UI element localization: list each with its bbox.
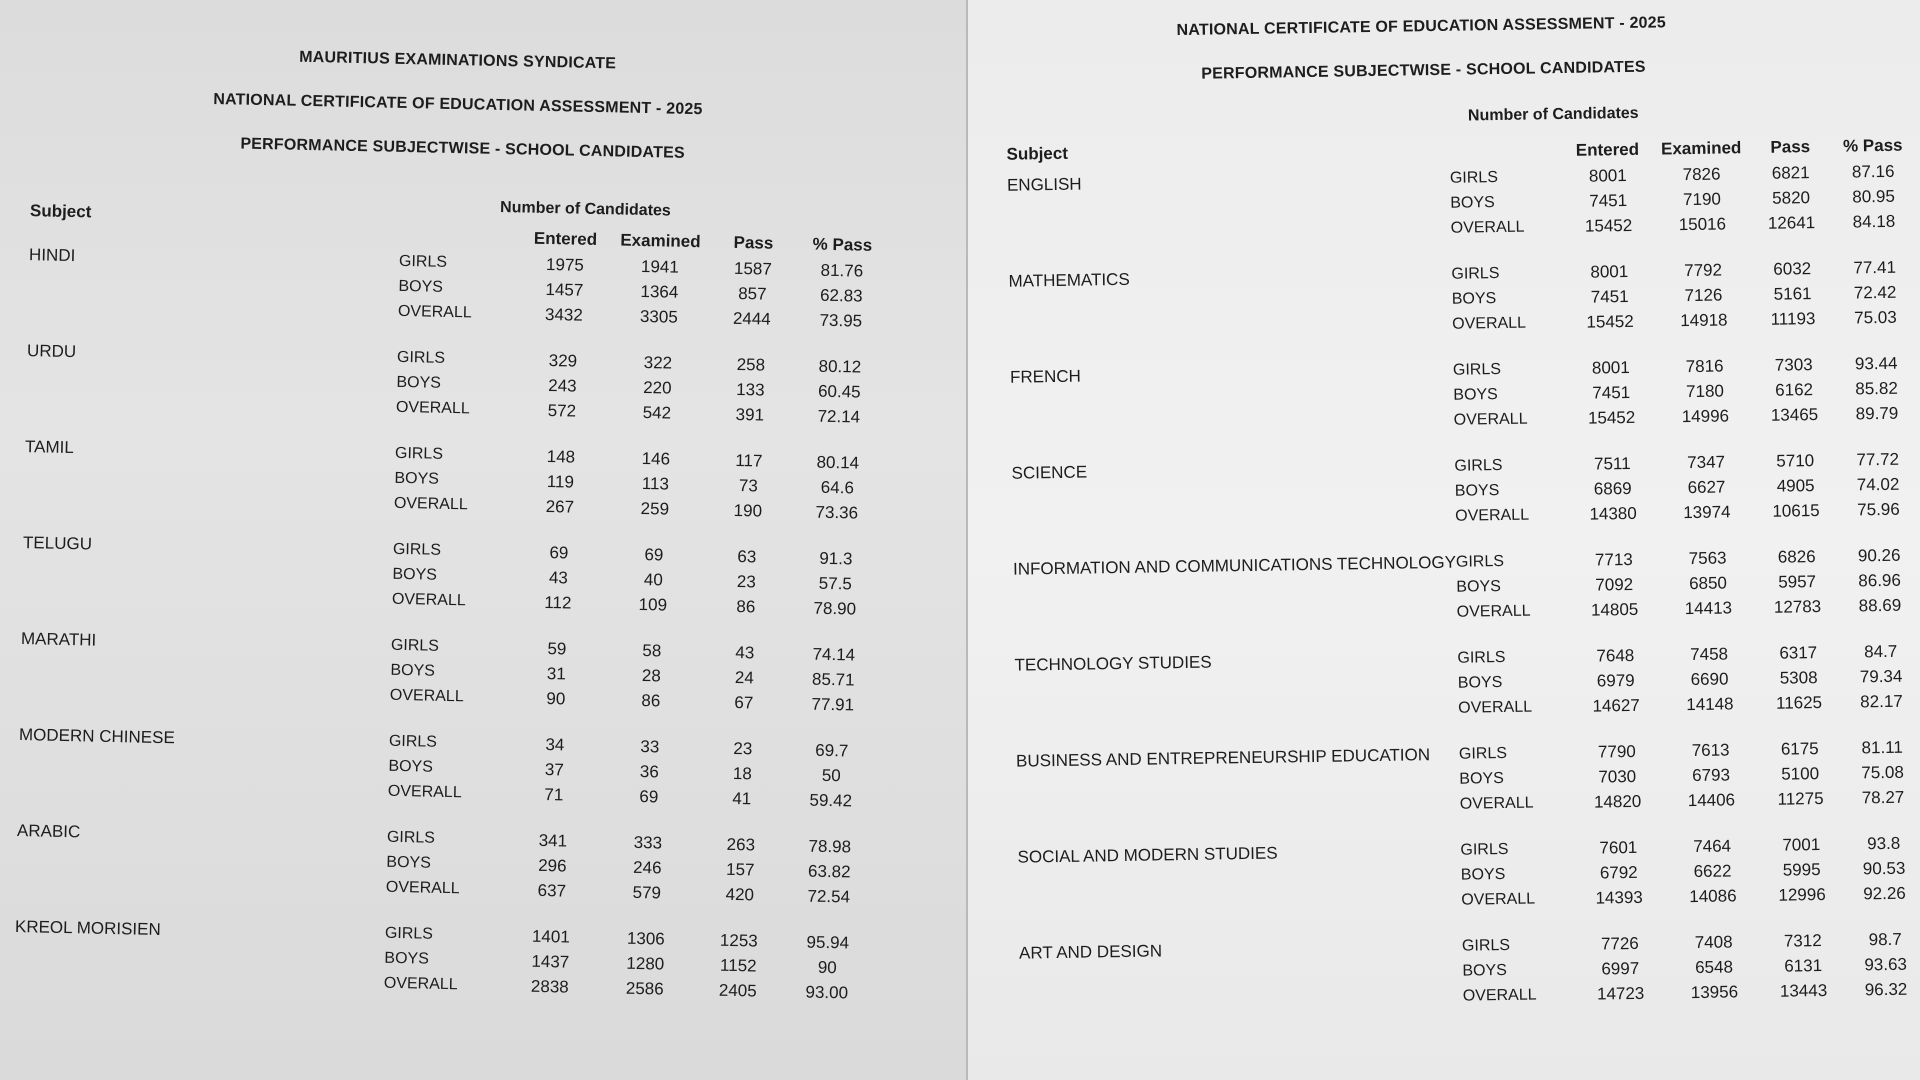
entered-value: 15452 [1586, 311, 1634, 332]
col-pct-pass: % Pass [812, 234, 873, 255]
entered-value: 267 [545, 496, 575, 517]
left-doc-title: NATIONAL CERTIFICATE OF EDUCATION ASSESSMENT - 2025 [213, 90, 703, 119]
examined-value: 1306 [626, 928, 665, 949]
pct-pass-value: 81.76 [820, 260, 864, 281]
subject-name: MODERN CHINESE [18, 725, 176, 748]
examined-value: 33 [640, 736, 660, 756]
examined-value: 58 [642, 640, 662, 660]
pass-value: 23 [736, 571, 757, 591]
pass-value: 258 [736, 354, 766, 375]
entered-value: 90 [546, 688, 566, 708]
pass-value: 190 [733, 500, 763, 521]
entered-value: 112 [544, 592, 572, 613]
category-label: GIRLS [1461, 936, 1511, 955]
entered-value: 341 [538, 830, 568, 851]
pass-value: 6032 [1773, 258, 1812, 279]
category-label: GIRLS [390, 636, 440, 655]
entered-value: 8001 [1590, 261, 1629, 282]
pass-value: 133 [736, 379, 765, 400]
pct-pass-value: 87.16 [1851, 161, 1895, 181]
examined-value: 322 [643, 352, 673, 373]
entered-value: 71 [544, 784, 564, 804]
pct-pass-value: 77.41 [1853, 257, 1897, 277]
examined-value: 333 [633, 832, 663, 853]
entered-value: 15452 [1587, 407, 1636, 428]
pass-value: 6162 [1775, 379, 1814, 400]
pct-pass-value: 77.72 [1856, 449, 1900, 469]
pct-pass-value: 50 [821, 765, 841, 785]
entered-value: 7451 [1592, 382, 1631, 403]
pass-value: 117 [735, 450, 763, 471]
category-label: GIRLS [1451, 264, 1500, 283]
examined-value: 13956 [1690, 981, 1739, 1002]
category-label: OVERALL [1453, 410, 1528, 429]
category-label: OVERALL [1452, 314, 1527, 333]
category-label: OVERALL [383, 974, 458, 993]
pct-pass-value: 79.34 [1859, 666, 1903, 686]
examined-value: 6850 [1688, 572, 1728, 593]
entered-value: 1457 [545, 279, 584, 300]
pass-value: 857 [738, 283, 767, 304]
pct-pass-value: 90 [817, 957, 837, 977]
col-entered: Entered [533, 228, 598, 250]
right-sheet [968, 0, 1920, 1080]
category-label: BOYS [390, 661, 436, 680]
pass-value: 11275 [1777, 788, 1824, 809]
entered-value: 8001 [1591, 357, 1630, 378]
category-label: OVERALL [1455, 506, 1530, 525]
entered-value: 7790 [1597, 741, 1636, 762]
pct-pass-value: 75.08 [1861, 762, 1905, 782]
pass-value: 23 [733, 738, 753, 758]
examined-value: 7180 [1685, 380, 1725, 401]
entered-value: 6869 [1593, 478, 1632, 499]
pct-pass-value: 93.8 [1867, 833, 1901, 853]
examined-value: 113 [641, 473, 670, 494]
examined-value: 220 [643, 377, 672, 398]
category-label: GIRLS [1452, 360, 1502, 379]
examined-value: 7816 [1685, 355, 1724, 376]
pct-pass-value: 88.69 [1858, 595, 1902, 615]
pass-value: 11625 [1775, 692, 1823, 713]
entered-value: 119 [546, 471, 575, 492]
entered-value: 31 [546, 663, 567, 683]
pass-value: 1587 [733, 258, 773, 279]
left-org-title: MAURITIUS EXAMINATIONS SYNDICATE [299, 48, 617, 73]
category-label: BOYS [1462, 961, 1507, 980]
subject-name: HINDI [28, 245, 76, 266]
entered-value: 6979 [1596, 670, 1635, 691]
category-label: BOYS [1459, 769, 1504, 788]
pct-pass-value: 78.27 [1861, 787, 1905, 807]
pct-pass-value: 89.79 [1855, 403, 1899, 423]
pass-value: 5308 [1779, 667, 1818, 688]
examined-value: 1280 [626, 953, 665, 974]
examined-value: 579 [632, 882, 662, 903]
right-doc-title: NATIONAL CERTIFICATE OF EDUCATION ASSESSMENT - 2025 [1176, 14, 1667, 40]
pct-pass-value: 91.3 [819, 548, 853, 568]
examined-value: 69 [644, 544, 664, 564]
category-label: BOYS [1451, 289, 1497, 308]
category-label: OVERALL [389, 686, 464, 705]
left-subject-heading: Subject [29, 201, 92, 222]
pass-value: 10615 [1772, 500, 1820, 521]
pass-value: 6821 [1771, 162, 1810, 183]
examined-value: 1941 [640, 256, 680, 277]
pass-value: 5161 [1773, 283, 1812, 304]
pass-value: 67 [734, 692, 754, 712]
entered-value: 69 [549, 542, 569, 562]
pct-pass-value: 85.82 [1855, 378, 1898, 398]
pass-value: 7303 [1774, 354, 1813, 375]
pass-value: 2444 [732, 308, 771, 329]
entered-value: 14805 [1590, 599, 1639, 620]
pass-value: 41 [732, 788, 752, 808]
examined-value: 1364 [640, 281, 679, 302]
category-label: BOYS [394, 469, 440, 488]
examined-value: 542 [642, 402, 672, 423]
subject-name: TAMIL [24, 437, 75, 458]
category-label: OVERALL [393, 494, 468, 513]
pass-value: 12783 [1773, 596, 1822, 617]
entered-value: 1975 [545, 254, 585, 275]
pass-value: 7312 [1783, 930, 1822, 951]
right-doc-subtitle: PERFORMANCE SUBJECTWISE - SCHOOL CANDIDATES [1201, 58, 1646, 83]
pct-pass-value: 80.95 [1852, 186, 1895, 206]
entered-value: 7092 [1595, 574, 1634, 595]
examined-value: 7458 [1690, 643, 1729, 664]
category-label: OVERALL [1450, 218, 1525, 237]
pass-value: 391 [735, 404, 765, 425]
right-results-table [1006, 132, 1920, 1015]
entered-value: 2838 [530, 976, 569, 997]
pass-value: 18 [732, 763, 752, 783]
entered-value: 34 [545, 734, 565, 754]
entered-value: 7648 [1596, 645, 1635, 666]
pct-pass-value: 80.12 [818, 356, 862, 377]
left-table-body [14, 241, 887, 1006]
pct-pass-value: 93.00 [805, 982, 849, 1002]
right-number-heading: Number of Candidates [1467, 104, 1639, 125]
subject-name: MATHEMATICS [1008, 269, 1130, 291]
entered-value: 8001 [1588, 165, 1627, 186]
category-label: GIRLS [1457, 648, 1506, 667]
category-label: GIRLS [1460, 840, 1509, 859]
subject-name: URDU [26, 341, 77, 362]
examined-value: 14148 [1686, 693, 1734, 714]
examined-value: 7563 [1688, 547, 1727, 568]
entered-value: 1401 [531, 926, 570, 947]
examined-value: 259 [640, 498, 670, 519]
entered-value: 637 [537, 880, 567, 901]
examined-value: 86 [641, 690, 661, 710]
pct-pass-value: 59.42 [809, 790, 853, 810]
right-subject-heading: Subject [1006, 143, 1069, 164]
category-label: BOYS [392, 565, 438, 584]
examined-value: 14413 [1684, 597, 1733, 618]
category-label: OVERALL [1461, 890, 1536, 909]
subject-name: ART AND DESIGN [1018, 941, 1163, 963]
col-pass: Pass [733, 232, 774, 253]
examined-value: 36 [639, 761, 660, 781]
pass-value: 1253 [719, 930, 758, 951]
entered-value: 59 [547, 638, 567, 658]
pct-pass-value: 75.96 [1857, 499, 1900, 519]
pct-pass-value: 84.18 [1852, 211, 1896, 231]
entered-value: 296 [537, 855, 567, 876]
subject-name: ARABIC [16, 821, 81, 842]
left-doc-subtitle: PERFORMANCE SUBJECTWISE - SCHOOL CANDIDATES [240, 135, 685, 162]
entered-value: 1437 [531, 951, 570, 972]
entered-value: 14380 [1589, 503, 1637, 524]
category-label: BOYS [388, 757, 434, 776]
examined-value: 40 [643, 569, 664, 589]
entered-value: 243 [548, 375, 577, 396]
pass-value: 1152 [719, 955, 757, 976]
col-examined: Examined [1660, 138, 1742, 159]
pass-value: 13465 [1770, 404, 1819, 425]
examined-value: 15016 [1678, 213, 1727, 234]
examined-value: 6793 [1691, 764, 1731, 785]
category-label: GIRLS [398, 252, 448, 271]
pct-pass-value: 73.95 [819, 310, 863, 331]
entered-value: 37 [544, 759, 565, 779]
category-label: OVERALL [1459, 794, 1534, 813]
right-table-body [1007, 158, 1920, 1015]
category-label: GIRLS [1458, 744, 1508, 763]
entered-value: 7511 [1593, 453, 1631, 474]
pct-pass-value: 95.94 [806, 932, 850, 952]
category-label: GIRLS [1454, 456, 1503, 475]
category-label: BOYS [384, 949, 430, 968]
examined-value: 14086 [1689, 885, 1737, 906]
entered-value: 7726 [1600, 933, 1639, 953]
examined-value: 14918 [1680, 309, 1728, 330]
pass-value: 6826 [1777, 546, 1816, 567]
pct-pass-value: 92.26 [1863, 883, 1906, 903]
pct-pass-value: 72.54 [807, 886, 851, 906]
entered-value: 7451 [1589, 190, 1628, 211]
pct-pass-value: 64.6 [820, 477, 855, 497]
pct-pass-value: 74.14 [812, 644, 856, 665]
category-label: OVERALL [385, 878, 460, 897]
category-label: BOYS [386, 853, 432, 872]
entered-value: 14627 [1592, 695, 1640, 716]
pct-pass-value: 60.45 [817, 381, 861, 402]
pass-value: 63 [737, 546, 757, 566]
examined-value: 7826 [1682, 164, 1721, 184]
pct-pass-value: 93.63 [1864, 954, 1908, 974]
pass-value: 2405 [718, 980, 757, 1001]
entered-value: 6792 [1599, 862, 1638, 883]
pass-value: 263 [726, 834, 756, 854]
subject-name: TELUGU [22, 533, 93, 554]
subject-name: BUSINESS AND ENTREPRENEURSHIP EDUCATION [1015, 745, 1431, 771]
pass-value: 5710 [1776, 450, 1815, 471]
col-pct-pass: % Pass [1842, 135, 1903, 156]
pass-value: 5957 [1778, 571, 1817, 592]
examined-value: 28 [641, 665, 662, 685]
category-label: BOYS [1453, 385, 1498, 404]
entered-value: 7451 [1590, 286, 1629, 307]
examined-value: 6690 [1690, 668, 1729, 689]
pct-pass-value: 73.36 [815, 502, 859, 523]
subject-name: SCIENCE [1011, 462, 1088, 483]
pct-pass-value: 81.11 [1861, 737, 1903, 757]
subject-name: ENGLISH [1006, 174, 1082, 195]
examined-value: 6627 [1687, 476, 1726, 497]
category-label: GIRLS [394, 444, 444, 463]
examined-value: 6622 [1693, 860, 1732, 881]
pass-value: 5820 [1772, 187, 1811, 208]
entered-value: 43 [548, 567, 569, 587]
entered-value: 7030 [1598, 766, 1637, 787]
examined-value: 7126 [1684, 285, 1723, 305]
subject-name: FRENCH [1009, 366, 1082, 387]
category-label: BOYS [1456, 577, 1501, 596]
entered-value: 148 [546, 446, 576, 467]
right-sheet-content [968, 0, 1920, 1080]
examined-value: 7347 [1687, 451, 1726, 472]
examined-value: 3305 [639, 306, 678, 327]
examined-value: 7792 [1684, 260, 1723, 280]
category-label: BOYS [1457, 673, 1503, 692]
col-pass: Pass [1770, 137, 1811, 157]
pct-pass-value: 82.17 [1860, 691, 1903, 711]
examined-value: 7464 [1693, 835, 1732, 856]
pct-pass-value: 57.5 [818, 573, 853, 593]
pct-pass-value: 78.98 [808, 836, 852, 856]
examined-value: 14996 [1681, 405, 1730, 426]
entered-value: 14393 [1595, 887, 1643, 908]
category-label: BOYS [1454, 481, 1500, 500]
pct-pass-value: 77.91 [811, 694, 855, 715]
subject-name: TECHNOLOGY STUDIES [1014, 652, 1212, 675]
subject-name: INFORMATION AND COMMUNICATIONS TECHNOLOGY [1012, 552, 1457, 579]
category-label: GIRLS [384, 924, 434, 943]
pct-pass-value: 74.02 [1856, 474, 1900, 494]
examined-value: 7408 [1694, 931, 1733, 952]
left-results-table [14, 215, 888, 1006]
pct-pass-value: 85.71 [811, 669, 855, 690]
pct-pass-value: 93.44 [1854, 353, 1898, 373]
category-label: OVERALL [387, 782, 462, 801]
category-label: OVERALL [397, 302, 472, 321]
subject-name: MARATHI [20, 629, 97, 650]
pass-value: 86 [736, 596, 756, 616]
category-label: OVERALL [395, 398, 470, 417]
entered-value: 14723 [1596, 983, 1645, 1004]
pct-pass-value: 90.53 [1862, 858, 1906, 878]
pct-pass-value: 90.26 [1857, 545, 1901, 565]
pass-value: 5100 [1781, 763, 1820, 784]
category-label: GIRLS [392, 540, 442, 559]
category-label: OVERALL [1458, 698, 1533, 717]
pct-pass-value: 72.42 [1853, 282, 1897, 302]
examined-value: 246 [632, 857, 662, 878]
pass-value: 73 [738, 475, 759, 495]
pass-value: 6317 [1779, 642, 1818, 663]
category-label: GIRLS [1455, 552, 1505, 571]
category-label: OVERALL [391, 590, 466, 609]
pass-value: 24 [734, 667, 755, 687]
pass-value: 12641 [1767, 212, 1816, 233]
pass-value: 5995 [1782, 859, 1821, 880]
entered-value: 572 [547, 400, 577, 421]
examined-value: 13974 [1683, 501, 1731, 522]
category-label: GIRLS [1449, 168, 1499, 187]
pct-pass-value: 69.7 [815, 740, 849, 760]
examined-value: 2586 [625, 978, 664, 999]
pct-pass-value: 84.7 [1863, 641, 1898, 661]
pass-value: 4905 [1776, 475, 1815, 496]
category-label: OVERALL [1456, 602, 1531, 621]
entered-value: 7601 [1599, 837, 1638, 858]
entered-value: 15452 [1584, 215, 1633, 236]
entered-value: 7713 [1594, 549, 1633, 570]
examined-value: 109 [638, 594, 668, 615]
subject-name: KREOL MORISIEN [14, 916, 161, 940]
pass-value: 6175 [1780, 738, 1819, 759]
category-label: BOYS [1460, 865, 1506, 884]
pass-value: 7001 [1782, 834, 1821, 855]
category-label: BOYS [1450, 193, 1495, 212]
pct-pass-value: 80.14 [816, 452, 860, 473]
examined-value: 7190 [1682, 189, 1722, 209]
category-label: GIRLS [396, 348, 446, 367]
entered-value: 14820 [1593, 791, 1642, 812]
entered-value: 3432 [544, 304, 584, 325]
subject-name: SOCIAL AND MODERN STUDIES [1017, 843, 1278, 867]
pass-value: 6131 [1784, 955, 1823, 976]
pct-pass-value: 78.90 [813, 598, 857, 619]
examined-value: 6548 [1694, 956, 1734, 977]
pass-value: 420 [725, 884, 755, 904]
left-number-heading: Number of Candidates [499, 198, 671, 220]
examined-value: 14406 [1687, 789, 1736, 810]
examined-value: 7613 [1691, 739, 1730, 760]
col-entered: Entered [1575, 139, 1640, 160]
pct-pass-value: 98.7 [1868, 929, 1902, 949]
category-label: BOYS [396, 373, 442, 392]
category-label: OVERALL [1462, 986, 1537, 1005]
pass-value: 11193 [1770, 308, 1816, 329]
pass-value: 157 [725, 859, 755, 879]
category-label: BOYS [398, 277, 444, 296]
category-label: GIRLS [388, 732, 438, 751]
pass-value: 43 [735, 642, 755, 662]
pct-pass-value: 96.32 [1864, 979, 1908, 999]
pct-pass-value: 86.96 [1858, 570, 1902, 590]
pct-pass-value: 72.14 [817, 406, 861, 427]
pct-pass-value: 62.83 [819, 285, 863, 306]
pass-value: 13443 [1779, 980, 1828, 1001]
examined-value: 69 [639, 786, 659, 806]
category-label: GIRLS [386, 828, 436, 847]
examined-value: 146 [641, 448, 671, 469]
col-examined: Examined [620, 230, 701, 252]
pass-value: 12996 [1778, 884, 1826, 905]
pct-pass-value: 63.82 [807, 861, 851, 881]
entered-value: 6997 [1601, 958, 1640, 978]
pct-pass-value: 75.03 [1854, 307, 1897, 327]
entered-value: 329 [548, 350, 578, 371]
